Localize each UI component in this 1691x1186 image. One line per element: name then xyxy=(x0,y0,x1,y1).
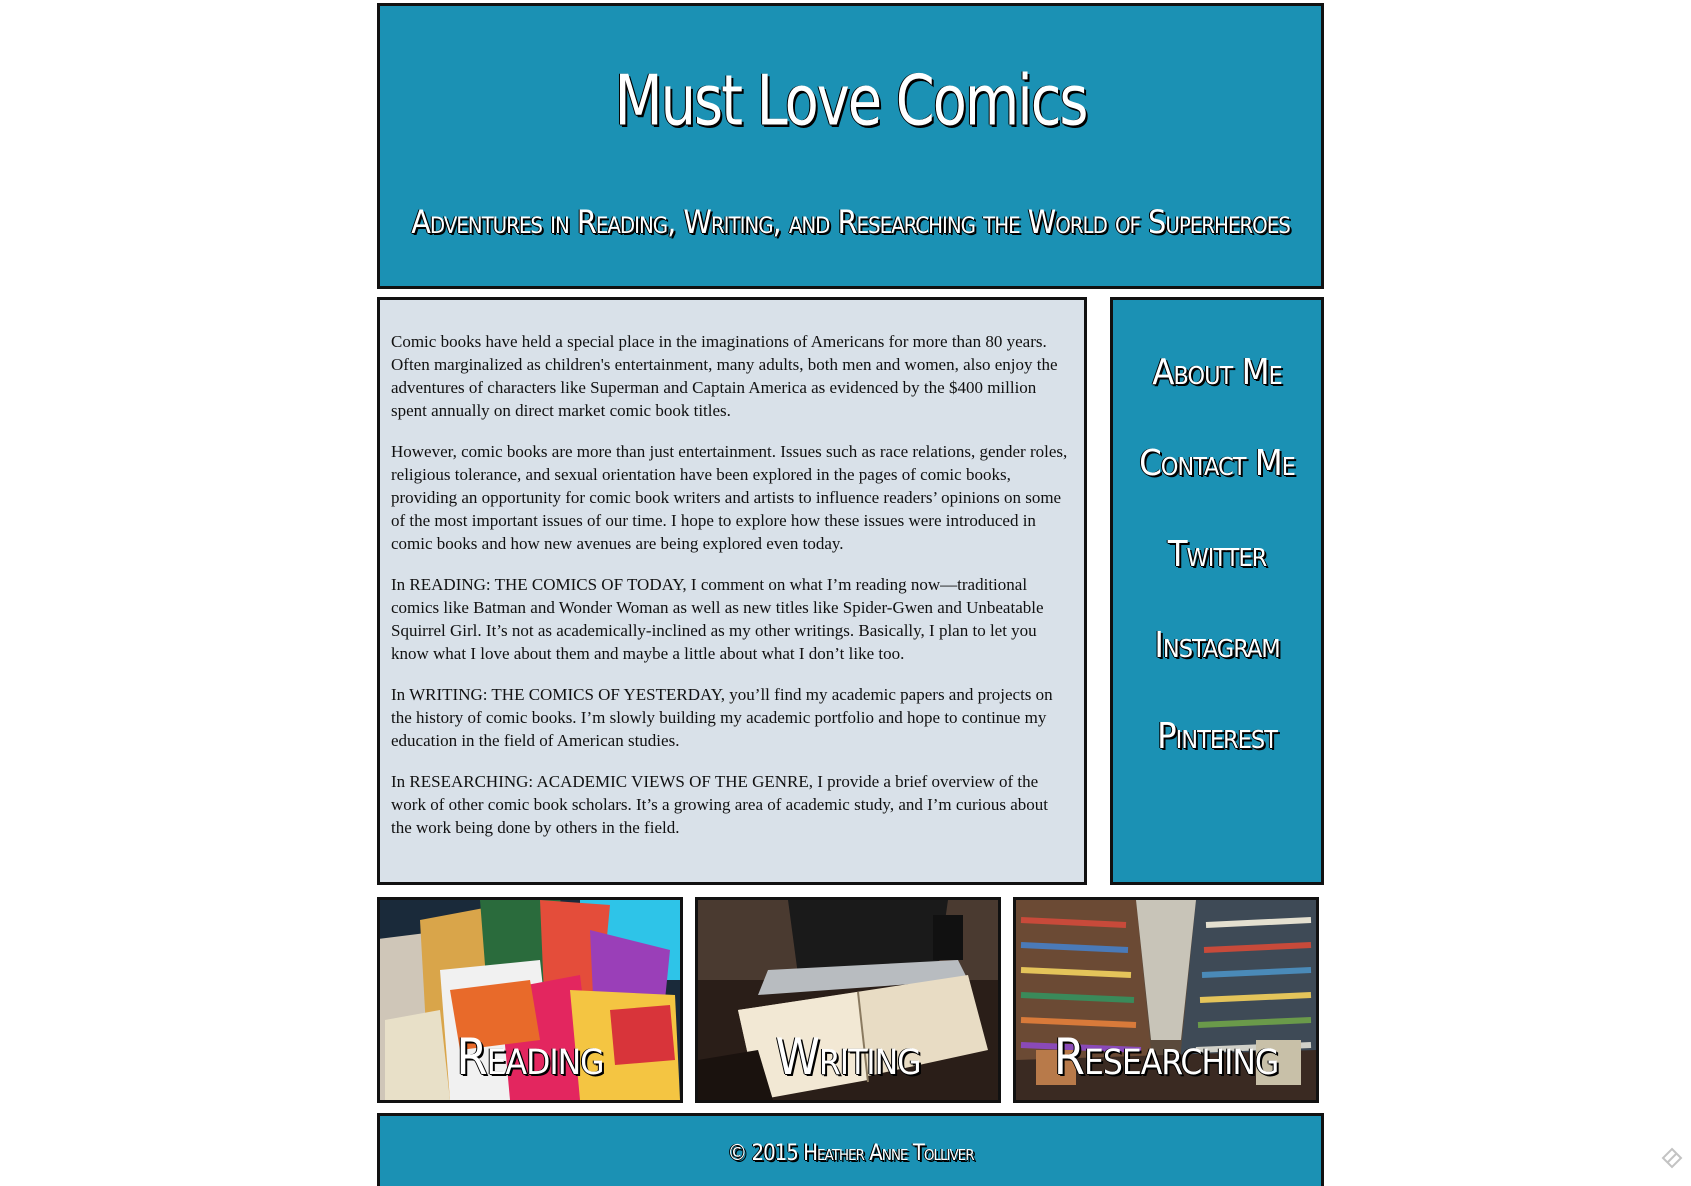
tile-researching[interactable] xyxy=(1013,897,1319,1103)
tile-writing[interactable] xyxy=(695,897,1001,1103)
nav-pinterest[interactable]: Pinterest xyxy=(1157,716,1277,757)
site-footer xyxy=(377,1113,1324,1186)
intro-paragraph: In READING: THE COMICS OF TODAY, I comment on what I’m reading now—traditional comics like Batman and Wonder Woman as well as new titles like Spider-Gwen and Unbeatable Squirrel Girl. It’s not as academically-inclined as my other writings. Basically, I plan to let you know what I love about them and maybe a little about what I don’t like too. xyxy=(391,575,1044,663)
intro-paragraph: Comic books have held a special place in the imaginations of Americans for more than 80 years. Often marginalized as children's entertainment, many adults, both men and women, also enjoy the adventures of characters like Superman and Captain America as evidenced by the $400 million spent annually on direct market comic book titles. xyxy=(391,332,1058,420)
page-wrapper xyxy=(377,0,1326,1177)
tile-label-reading: Reading xyxy=(456,1028,604,1086)
nav-contact-me[interactable]: Contact Me xyxy=(1139,443,1295,484)
intro-content xyxy=(377,297,1087,885)
intro-paragraph: In RESEARCHING: ACADEMIC VIEWS OF THE GENRE, I provide a brief overview of the work of other comic book scholars. It’s a growing area of academic study, and I’m curious about the work being done by others in the field. xyxy=(391,772,1048,837)
nav-instagram[interactable]: Instagram xyxy=(1154,625,1280,666)
tile-reading[interactable] xyxy=(377,897,683,1103)
sidebar-nav xyxy=(1110,297,1324,885)
site-tagline: Adventures in Reading, Writing, and Researching the World of Superheroes xyxy=(411,203,1290,241)
copyright-text: © 2015 Heather Anne Tolliver xyxy=(727,1141,974,1166)
nav-twitter[interactable]: Twitter xyxy=(1167,534,1267,575)
scroll-to-top-icon[interactable] xyxy=(1661,1147,1683,1169)
intro-paragraph: However, comic books are more than just entertainment. Issues such as race relations, gender roles, religious tolerance, and sexual orientation have been explored in the pages of comic books, providing an opportunity for comic book writers and artists to influence readers’ opinions on some of the most important issues of our time. I hope to explore how these issues were introduced in comic books and how new avenues are being explored even today. xyxy=(391,442,1068,553)
site-title[interactable]: Must Love Comics xyxy=(614,59,1087,142)
site-header xyxy=(377,3,1324,289)
tile-label-writing: Writing xyxy=(775,1028,921,1086)
tile-label-researching: Researching xyxy=(1053,1028,1279,1086)
nav-about-me[interactable]: About Me xyxy=(1152,352,1282,393)
intro-paragraph: In WRITING: THE COMICS OF YESTERDAY, you’ll find my academic papers and projects on the history of comic books. I’m slowly building my academic portfolio and hope to continue my education in the field of American studies. xyxy=(391,685,1053,750)
